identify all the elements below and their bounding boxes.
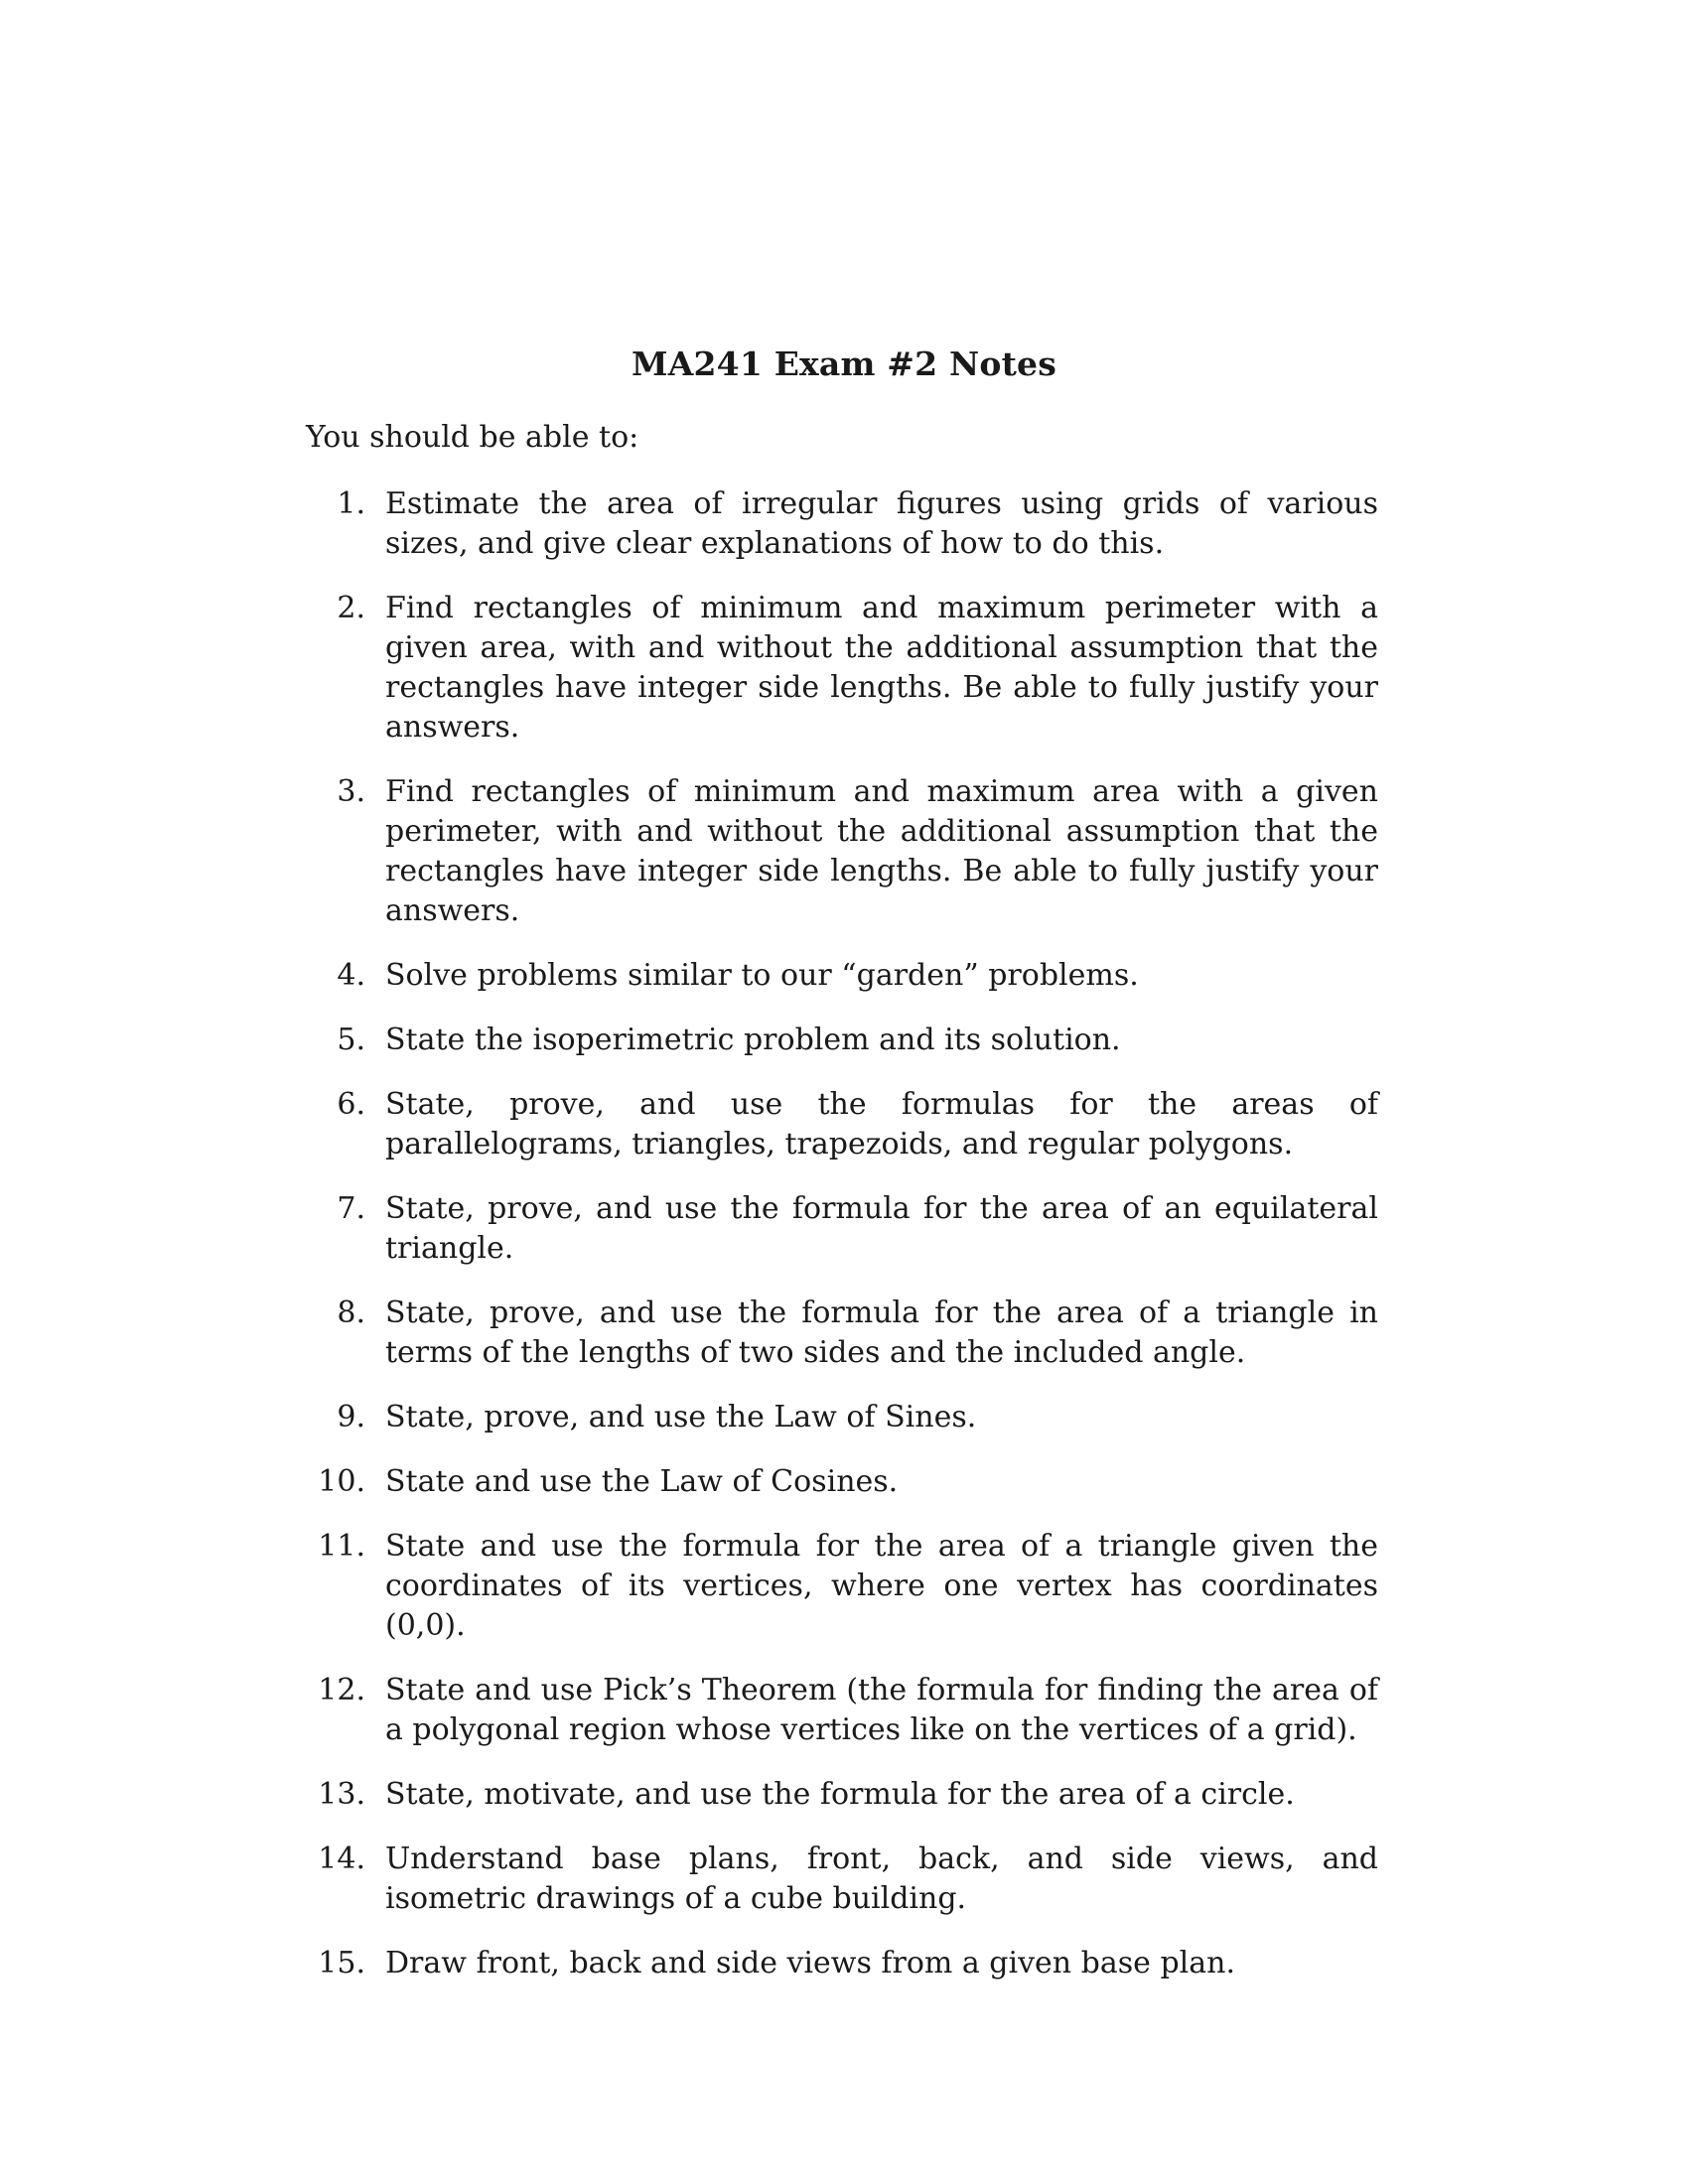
item-text: Understand base plans, front, back, and side views, and isometric drawings of a cube building. [385,1842,1378,1916]
item-number: 3. [337,774,365,809]
list-item [306,1189,1378,1269]
list-item [306,1840,1378,1919]
item-text: Draw front, back and side views from a given base plan. [385,1946,1235,1980]
item-number: 7. [337,1191,365,1226]
item-number: 15. [318,1946,365,1980]
list-item [306,1294,1378,1373]
item-text: Solve problems similar to our “garden” problems. [385,958,1139,993]
item-number: 10. [318,1464,365,1499]
page-title: MA241 Exam #2 Notes [631,344,1056,383]
item-text: Find rectangles of minimum and maximum area with a given perimeter, with and without the additional assumption that the rectangles have integer side lengths. Be able to fully justify your answers. [385,774,1378,928]
list-item [306,772,1378,931]
list-item [306,1671,1378,1750]
list-item [306,1944,1378,1983]
item-number: 9. [337,1400,365,1434]
item-text: State, motivate, and use the formula for the area of a circle. [385,1777,1295,1812]
list-item [306,1462,1378,1502]
item-text: State, prove, and use the formula for the area of an equilateral triangle. [385,1191,1378,1266]
objectives-list [306,484,1378,2008]
item-text: State, prove, and use the formulas for the areas of parallelograms, triangles, trapezoids, and regular polygons. [385,1087,1378,1161]
item-text: State, prove, and use the Law of Sines. [385,1400,977,1434]
list-item [306,1398,1378,1437]
item-text: State and use the Law of Cosines. [385,1464,899,1499]
item-text: Find rectangles of minimum and maximum perimeter with a given area, with and without the additional assumption that the rectangles have integer side lengths. Be able to fully justify your answers. [385,591,1378,745]
item-number: 13. [318,1777,365,1812]
intro-text: You should be able to: [306,420,639,455]
list-item [306,1527,1378,1646]
list-item [306,956,1378,996]
item-text: State, prove, and use the formula for the area of a triangle in terms of the lengths of two sides and the included angle. [385,1296,1378,1370]
item-number: 2. [337,591,365,625]
list-item [306,484,1378,564]
item-number: 1. [337,486,365,521]
item-number: 12. [318,1673,365,1707]
item-text: State and use the formula for the area of a triangle given the coordinates of its vertices, where one vertex has coordinates (0,0). [385,1529,1378,1643]
item-text: State the isoperimetric problem and its solution. [385,1023,1121,1057]
item-number: 8. [337,1296,365,1330]
list-item [306,1775,1378,1815]
item-number: 4. [337,958,365,993]
item-number: 14. [318,1842,365,1876]
item-number: 6. [337,1087,365,1122]
item-number: 5. [337,1023,365,1057]
item-text: State and use Pick’s Theorem (the formula for finding the area of a polygonal region whose vertices like on the vertices of a grid). [385,1673,1378,1747]
list-item [306,1021,1378,1060]
list-item [306,589,1378,748]
item-number: 11. [318,1529,365,1564]
item-text: Estimate the area of irregular figures using grids of various sizes, and give clear explanations of how to do this. [385,486,1378,561]
list-item [306,1085,1378,1164]
